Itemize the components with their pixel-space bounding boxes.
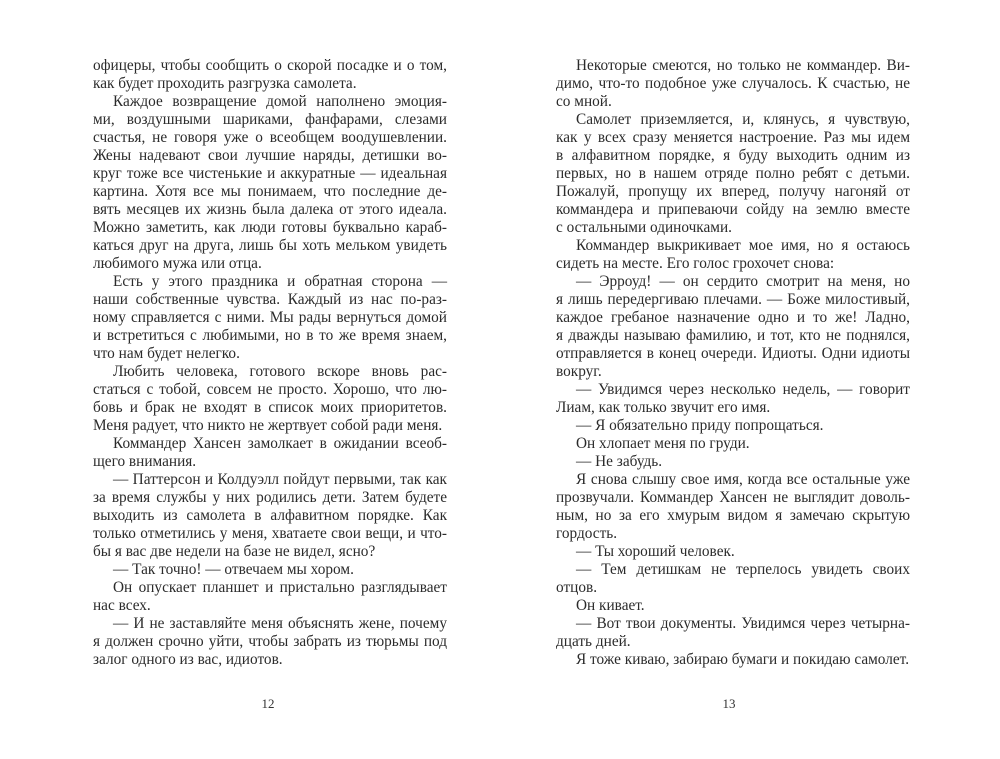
text-line: Я снова слышу свое имя, когда все остальные уже xyxy=(576,471,910,488)
text-line: Можно заметить, как люди готовы буквально караб- xyxy=(93,219,447,236)
text-line: Он хлопает меня по груди. xyxy=(576,435,750,452)
text-line: прозвучали. Коммандер Хансен не выглядит доволь- xyxy=(556,489,910,506)
text-line: за время службы у них родились дети. Затем будете xyxy=(93,489,447,506)
text-line: дцать дней. xyxy=(556,633,631,650)
text-line: только отметились у меня, хватаете свои вещи, и что- xyxy=(93,525,447,542)
text-line: наши собственные чувства. Каждый из нас по-раз- xyxy=(93,291,447,308)
text-line: Жены надевают свои лучшие наряды, детишки во- xyxy=(93,147,447,164)
paragraph xyxy=(556,453,910,471)
text-line: — Паттерсон и Колдуэлл пойдут первыми, так как xyxy=(113,471,447,488)
text-line: Он опускает планшет и пристально разглядывает xyxy=(113,579,447,596)
page-number-left: 12 xyxy=(261,696,275,711)
paragraph xyxy=(556,435,910,453)
text-line: статься с тобой, совсем не просто. Хорошо, что лю- xyxy=(93,381,447,398)
text-line: в алфавитном порядке, я буду выходить одним из xyxy=(556,147,910,164)
text-line: — Так точно! — отвечаем мы хором. xyxy=(113,561,354,578)
text-line: ми, воздушными шариками, фанфарами, слезами xyxy=(93,111,447,128)
text-line: вокруг. xyxy=(556,363,602,380)
text-line: я дважды называю фамилию, и тот, кто не поднялся, xyxy=(556,327,910,344)
text-line: Он кивает. xyxy=(576,597,645,614)
text-line: Лиам, как только звучит его имя. xyxy=(556,399,771,416)
paragraph xyxy=(556,615,910,651)
text-line: картина. Хотя все мы понимаем, что последние де- xyxy=(93,183,447,200)
text-line: сидеть на месте. Его голос грохочет снова: xyxy=(556,255,835,272)
text-line: Есть у этого праздника и обратная сторона — xyxy=(113,273,447,290)
paragraph xyxy=(556,471,910,543)
paragraph xyxy=(93,435,447,471)
text-line: — И не заставляйте меня объяснять жене, почему xyxy=(113,615,447,632)
paragraph xyxy=(556,597,910,615)
text-line: как будет проходить разгрузка самолета. xyxy=(93,75,357,92)
paragraph xyxy=(556,111,910,237)
text-line: Некоторые смеются, но только не коммандер. Ви- xyxy=(576,57,910,74)
left-page-body xyxy=(93,57,447,669)
text-line: круг тоже все чистенькие и аккуратные — идеальная xyxy=(93,165,447,182)
text-line: — Не забудь. xyxy=(576,453,663,470)
text-line: отправляется в конец очереди. Идиоты. Одни идиоты xyxy=(556,345,910,362)
text-line: — Тем детишкам не терпелось увидеть своих xyxy=(576,561,910,578)
text-line: бы я вас две недели на базе не видел, ясно? xyxy=(93,543,376,560)
text-line: Меня радует, что никто не жертвует собой ради меня. xyxy=(93,417,443,434)
text-line: ному справляется с ними. Мы рады вернуться домой xyxy=(93,309,447,326)
text-line: Пожалуй, пропущу их вперед, получу нагоняй от xyxy=(556,183,910,200)
text-line: и встретиться с любимыми, но в то же время знаем, xyxy=(93,327,447,344)
text-line: я должен срочно уйти, чтобы забрать из тюрьмы под xyxy=(93,633,447,650)
text-line: нас всех. xyxy=(93,597,151,614)
paragraph xyxy=(93,273,447,363)
paragraph xyxy=(93,561,447,579)
text-line: гордость. xyxy=(556,525,618,542)
paragraph xyxy=(93,57,447,93)
text-line: Каждое возвращение домой наполнено эмоция- xyxy=(113,93,447,110)
text-line: — Ты хороший человек. xyxy=(576,543,735,560)
text-line: — Эрроуд! — он сердито смотрит на меня, но xyxy=(576,273,910,290)
paragraph xyxy=(556,237,910,273)
paragraph xyxy=(556,543,910,561)
paragraph xyxy=(93,471,447,561)
text-line: каждое гребаное назначение одно и то же! Ладно, xyxy=(556,309,910,326)
text-line: Самолет приземляется, и, клянусь, я чувствую, xyxy=(576,111,910,128)
text-line: с остальными одиночками. xyxy=(556,219,732,236)
text-line: димо, что-то подобное уже случалось. К счастью, не xyxy=(556,75,910,92)
text-line: вять месяцев их жизнь была далека от этого идеала. xyxy=(93,201,447,218)
page-number-right: 13 xyxy=(722,696,736,711)
paragraph xyxy=(556,561,910,597)
paragraph xyxy=(556,651,910,669)
text-line: первых, но в нашем отряде полно ребят с детьми. xyxy=(556,165,910,182)
text-line: счастья, не говоря уже о всеобщем воодушевлении. xyxy=(93,129,447,146)
text-line: коммандера и припеваючи сойду на землю вместе xyxy=(556,201,910,218)
text-line: залог одного из вас, идиотов. xyxy=(93,651,283,668)
right-page-body xyxy=(556,57,910,669)
paragraph xyxy=(556,57,910,111)
text-line: офицеры, чтобы сообщить о скорой посадке и о том, xyxy=(93,57,447,74)
text-line: ным, но за его хмурым видом я замечаю скрытую xyxy=(556,507,910,524)
text-line: — Вот твои документы. Увидимся через четырна- xyxy=(576,615,910,632)
text-line: — Я обязательно приду попрощаться. xyxy=(576,417,824,434)
paragraph xyxy=(93,363,447,435)
text-line: Коммандер Хансен замолкает в ожидании всеоб- xyxy=(113,435,447,452)
text-line: каться друг на друга, лишь бы хоть мельком увидеть xyxy=(93,237,447,254)
text-line: Любить человека, готового вскоре вновь рас- xyxy=(113,363,447,380)
paragraph xyxy=(93,93,447,273)
text-line: со мной. xyxy=(556,93,612,110)
text-line: выходить из самолета в алфавитном порядке. Как xyxy=(93,507,447,524)
paragraph xyxy=(556,417,910,435)
text-line: Коммандер выкрикивает мое имя, но я остаюсь xyxy=(576,237,910,254)
text-line: Я тоже киваю, забираю бумаги и покидаю самолет. xyxy=(576,651,910,668)
text-line: отцов. xyxy=(556,579,598,596)
text-line: я лишь передергиваю плечами. — Боже милостивый, xyxy=(556,291,910,308)
text-line: как у всех сразу меняется настроение. Раз мы идем xyxy=(556,129,910,146)
text-line: любимого мужа или отца. xyxy=(93,255,262,272)
paragraph xyxy=(556,381,910,417)
text-line: — Увидимся через несколько недель, — говорит xyxy=(576,381,910,398)
text-line: щего внимания. xyxy=(93,453,197,470)
text-line: что нам будет нелегко. xyxy=(93,345,240,362)
paragraph xyxy=(93,579,447,615)
paragraph xyxy=(556,273,910,381)
paragraph xyxy=(93,615,447,669)
text-line: бовь и брак не входят в список моих приоритетов. xyxy=(93,399,447,416)
